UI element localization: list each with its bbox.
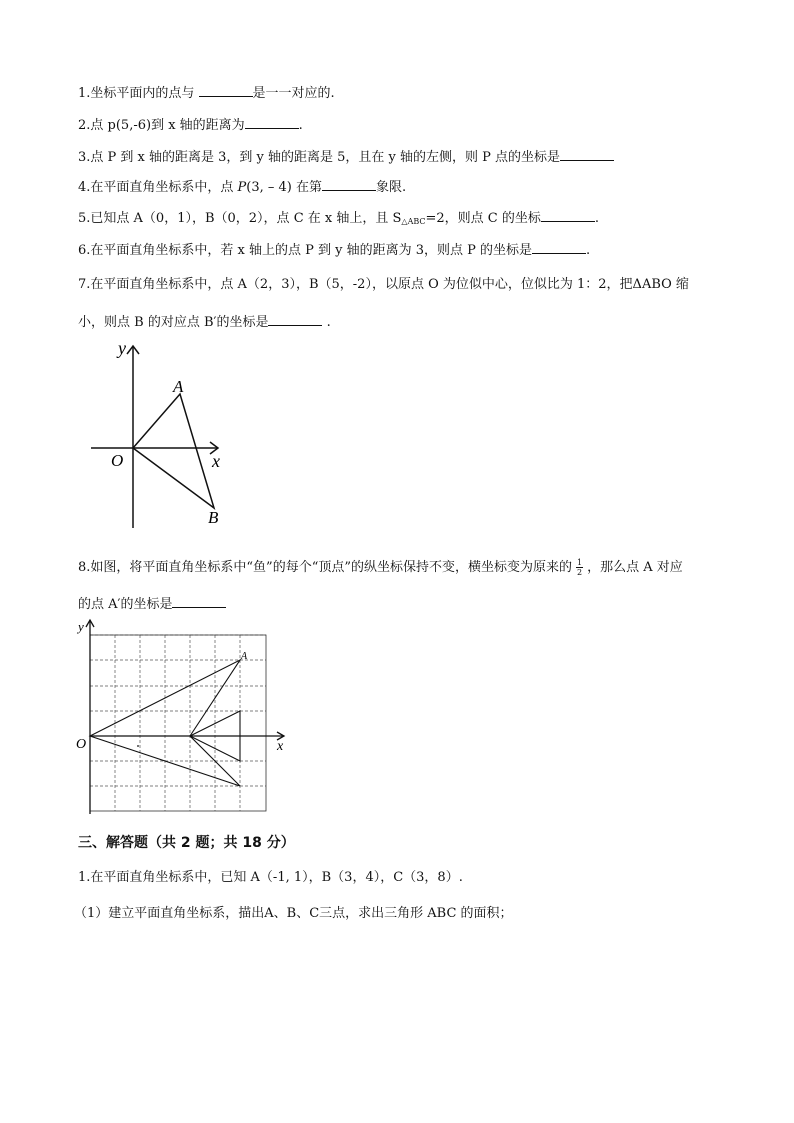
point-a-label: A	[173, 377, 184, 396]
fish-grid-figure	[76, 614, 288, 816]
question-7-line-1: 7.在平面直角坐标系中，点 A（2，3），B（5，-2），以原点 O 为位似中心，位似比为 1：2，把ΔABO 缩	[78, 277, 689, 292]
question-8-line-1: 8.如图，将平面直角坐标系中“鱼”的每个“顶点”的纵坐标保持不变，横坐标变为原来的 $\frac{1}{2}$ ，那么点 A 对应	[78, 558, 683, 577]
point-b-label: B	[208, 508, 219, 527]
answer-blank	[199, 84, 253, 97]
question-6: 6.在平面直角坐标系中，若 x 轴上的点 P 到 y 轴的距离为 3，则点 P 的坐标是 .	[78, 243, 591, 258]
answer-blank	[245, 116, 299, 129]
x-axis-label: x	[277, 739, 284, 754]
section-heading: 三、解答题（共 2 题；共 18 分）	[78, 835, 295, 851]
question-2: 2.点 p(5,-6)到 x 轴的距离为 .	[78, 118, 303, 133]
origin-label: O	[76, 737, 87, 752]
answer-blank	[172, 595, 226, 608]
answer-blank	[541, 209, 595, 222]
answer-blank	[560, 148, 614, 161]
problem-1-part-1: （1）建立平面直角坐标系，描出A、B、C三点，求出三角形 ABC 的面积；	[74, 906, 513, 921]
question-8-line-2: 的点 A′的坐标是	[78, 595, 226, 613]
triangle-abo-figure	[88, 336, 238, 536]
point-a-label: A	[241, 651, 248, 662]
triangle-abo	[133, 394, 214, 508]
fraction-one-half: $\frac{1}{2}$	[577, 558, 583, 577]
question-7-line-2: 小，则点 B 的对应点 B′的坐标是 .	[78, 315, 331, 330]
answer-blank	[268, 313, 322, 326]
y-axis-label: y	[78, 619, 84, 634]
question-3: 3.点 P 到 x 轴的距离是 3，到 y 轴的距离是 5，且在 y 轴的左侧，则 P 点的坐标是	[78, 148, 614, 166]
question-1: 1.坐标平面内的点与 是一一对应的.	[78, 86, 335, 101]
question-5: 5.已知点 A（0，1），B（0，2），点 C 在 x 轴上，且 $S_{\triangle ABC}=2$，则点 C 的坐标 .	[78, 211, 600, 226]
dot-mark	[137, 745, 139, 747]
answer-blank	[322, 178, 376, 191]
origin-label: O	[111, 451, 124, 470]
y-axis-label: y	[118, 338, 126, 358]
answer-blank	[532, 241, 586, 254]
x-axis-label: x	[212, 451, 220, 471]
problem-1: 1.在平面直角坐标系中，已知 A（-1, 1），B（3，4），C（3，8）.	[78, 870, 463, 885]
question-4: 4.在平面直角坐标系中，点 P(3, – 4) 在第 象限.	[78, 180, 407, 195]
